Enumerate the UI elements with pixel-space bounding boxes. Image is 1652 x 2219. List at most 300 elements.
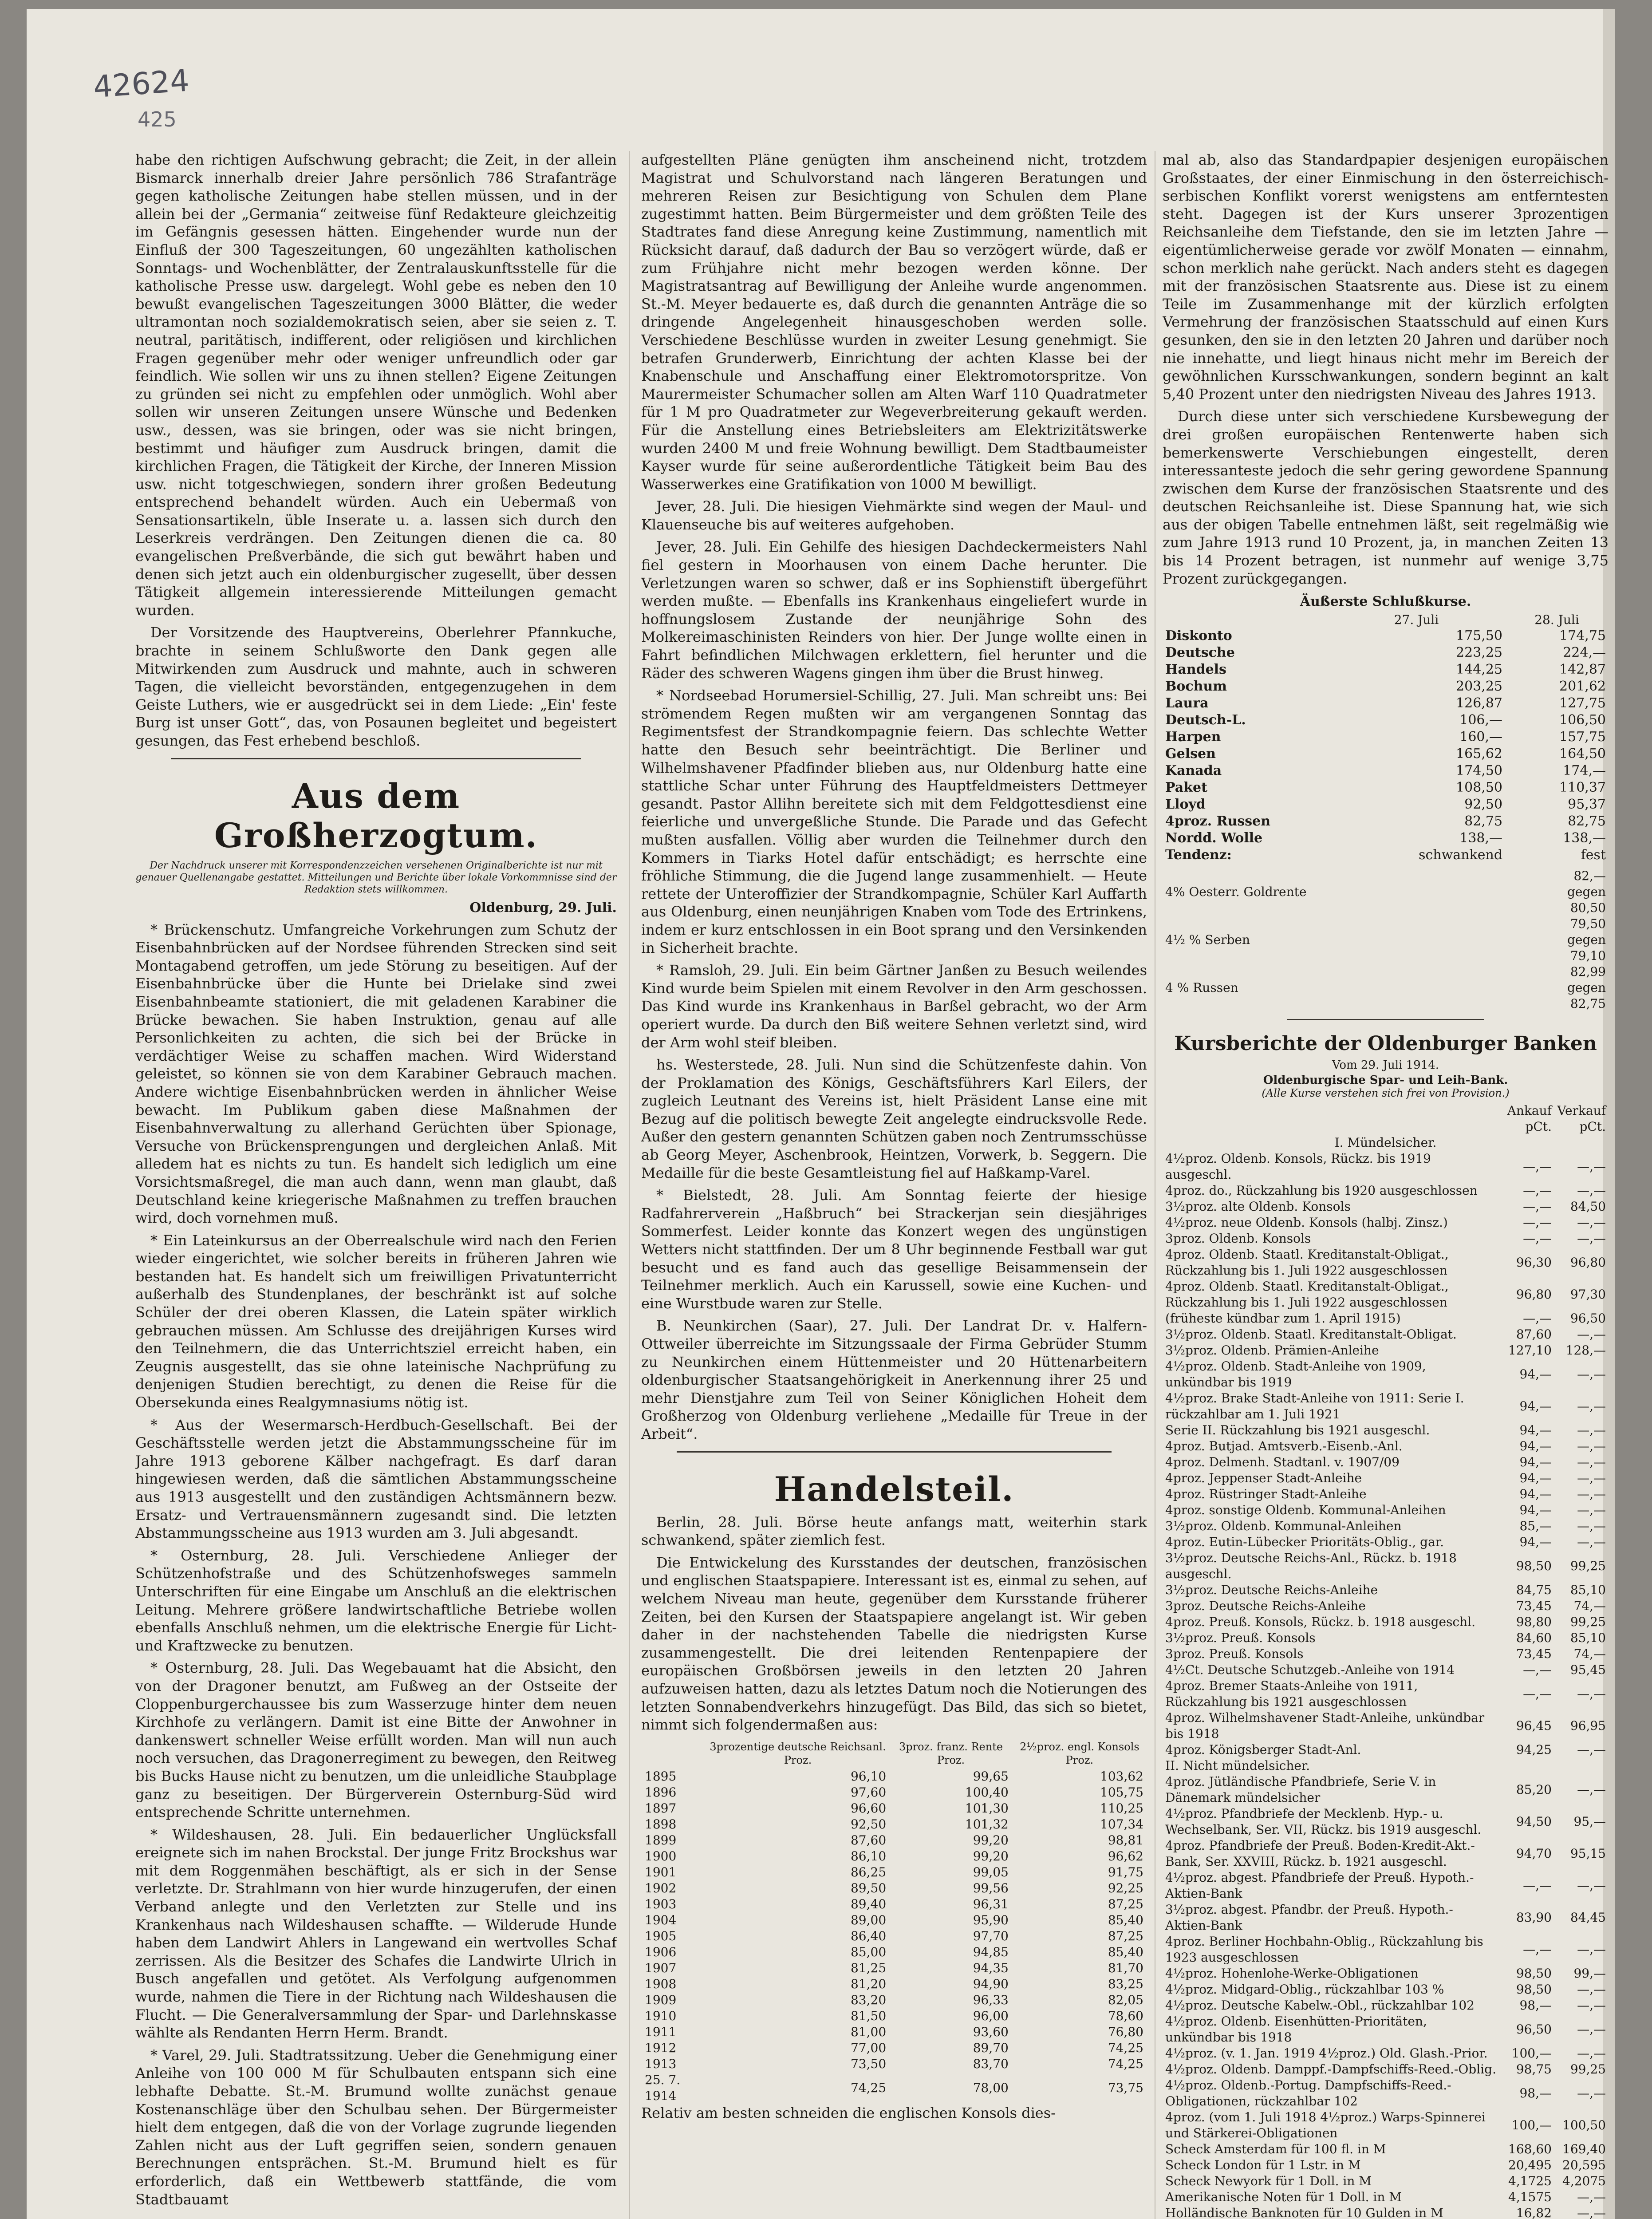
table-row bbox=[1163, 796, 1609, 813]
table-cell: 1910 bbox=[645, 2008, 677, 2023]
table-cell: 4proz. Delmenh. Stadtanl. v. 1907/09 bbox=[1165, 1455, 1400, 1470]
table-cell: 4proz. Butjad. Amtsverb.-Eisenb.-Anl. bbox=[1165, 1439, 1403, 1454]
table-cell: Tendenz: bbox=[1165, 847, 1232, 863]
table-cell: 74,— bbox=[1573, 1599, 1606, 1614]
table-cell: 96,00 bbox=[973, 2008, 1009, 2023]
table-cell: 85,10 bbox=[1570, 1583, 1606, 1598]
table-cell: Diskonto bbox=[1165, 628, 1232, 644]
table-cell: 3½proz. Oldenb. Kommunal-Anleihen bbox=[1165, 1519, 1402, 1534]
table-cell: 96,10 bbox=[850, 1769, 887, 1784]
table-cell: 1897 bbox=[645, 1800, 677, 1816]
table-row bbox=[1163, 1678, 1609, 1710]
table-cell: 85,00 bbox=[850, 1944, 887, 1959]
table-cell: 79,50 gegen 79,10 bbox=[1567, 916, 1606, 963]
table-cell: 97,30 bbox=[1570, 1287, 1606, 1302]
table-row bbox=[1163, 1518, 1609, 1534]
table-cell: 126,87 bbox=[1456, 695, 1503, 711]
table-row bbox=[1163, 628, 1609, 644]
table-row bbox=[1163, 2077, 1609, 2109]
table-cell: Handels bbox=[1165, 662, 1226, 678]
table-cell: 86,25 bbox=[850, 1864, 887, 1879]
table-cell: 86,10 bbox=[850, 1848, 887, 1864]
news-item: * Ramsloh, 29. Juli. Ein beim Gärtner Janßen zu Besuch weilendes Kind wurde beim Spielen mit einem Revolver in den Arm geschossen. Das Kind wurde ins Krankenhaus in Barßel gebracht, wo der Arm operiert wurde. Da durch den Biß weitere Sehnen verletzt sind, wird der Arm wohl steif bleiben. bbox=[641, 962, 1147, 1051]
table-cell: 4proz. Rüstringer Stadt-Anleihe bbox=[1165, 1487, 1367, 1502]
table-row bbox=[1163, 1966, 1609, 1982]
table-cell: schwankend bbox=[1419, 847, 1503, 863]
table-row bbox=[1163, 1742, 1609, 1758]
bank-rates-table bbox=[1163, 1103, 1609, 2219]
table-cell: 4½proz. Midgard-Oblig., rückzahlbar 103 % bbox=[1165, 1982, 1444, 1997]
table-cell: 74,— bbox=[1573, 1646, 1606, 1662]
table-cell: Holländische Banknoten für 10 Gulden in M bbox=[1165, 2206, 1443, 2219]
table-row bbox=[1163, 2014, 1609, 2045]
column-rule-1 bbox=[629, 151, 630, 2219]
table-cell: 1902 bbox=[645, 1880, 677, 1895]
table-row bbox=[1163, 1327, 1609, 1342]
table-cell: 4proz. Eutin-Lübecker Prioritäts-Oblig., gar. bbox=[1165, 1535, 1444, 1550]
table-cell: 1909 bbox=[645, 1992, 677, 2007]
table-cell: 94,— bbox=[1519, 1423, 1552, 1438]
table-row bbox=[1163, 1998, 1609, 2014]
table-row bbox=[641, 2040, 1147, 2056]
table-cell: 105,75 bbox=[1100, 1785, 1143, 1800]
table-cell: 96,80 bbox=[1570, 1255, 1606, 1270]
table-row bbox=[1163, 2045, 1609, 2061]
news-item: * Osternburg, 28. Juli. Verschiedene Anlieger der Schützenhofstraße und des Schützenhofsweges sammeln Unterschriften für eine Eingabe um Anschluß an die elektrischen Leitung. Mehrere größere landwirtschaftliche Betriebe wollen ebenfalls Anschluß nehmen, um die elektrische Energie für Licht- und Kraftzwecke zu benutzen. bbox=[135, 1547, 617, 1654]
table-cell: 81,70 bbox=[1108, 1960, 1143, 1975]
table-cell: 94,— bbox=[1519, 1535, 1552, 1550]
table-cell: —,— bbox=[1577, 2190, 1606, 2205]
table-cell: 4,1575 bbox=[1508, 2190, 1552, 2205]
historic-rates-body bbox=[641, 1769, 1147, 2104]
table-cell: Deutsch-L. bbox=[1165, 712, 1246, 728]
table-row bbox=[1163, 847, 1609, 864]
table-cell: 106,50 bbox=[1559, 712, 1606, 728]
bank-report-date: Vom 29. Juli 1914. bbox=[1332, 1058, 1439, 1072]
table-cell: 97,60 bbox=[850, 1785, 887, 1800]
table-row bbox=[1163, 1247, 1609, 1279]
table-cell: 110,25 bbox=[1100, 1800, 1143, 1816]
table-row bbox=[1163, 1630, 1609, 1646]
table-cell: 4proz. Jeppenser Stadt-Anleihe bbox=[1165, 1471, 1362, 1486]
table-cell: —,— bbox=[1577, 1159, 1606, 1174]
table-cell: 73,50 bbox=[850, 2056, 887, 2071]
table-cell: 82,75 bbox=[1464, 813, 1503, 829]
table-row bbox=[641, 1928, 1147, 1944]
table-row bbox=[1163, 1151, 1609, 1183]
table-cell: 138,— bbox=[1563, 830, 1606, 846]
table-cell: 1911 bbox=[645, 2024, 677, 2039]
table-cell: 4proz. Königsberger Stadt-Anl. bbox=[1165, 1742, 1361, 1757]
column-3 bbox=[1163, 151, 1609, 2219]
table-cell: 174,50 bbox=[1456, 763, 1503, 779]
table-row bbox=[1163, 868, 1609, 916]
table-cell: —,— bbox=[1577, 1782, 1606, 1797]
table-cell: (früheste kündbar zum 1. April 1915) bbox=[1165, 1311, 1401, 1326]
table-cell: 165,62 bbox=[1456, 746, 1503, 762]
table-cell: 4½proz. Oldenb. Eisenhütten-Prioritäten, unkündbar bis 1918 bbox=[1165, 2014, 1427, 2045]
table-header-row bbox=[641, 1738, 1147, 1769]
foreign-bonds-table bbox=[1163, 868, 1609, 1012]
table-cell: —,— bbox=[1577, 1519, 1606, 1534]
table-cell: —,— bbox=[1577, 2022, 1606, 2037]
table-row bbox=[641, 1864, 1147, 1880]
table-cell: 138,— bbox=[1459, 830, 1503, 846]
table-cell: 99,20 bbox=[973, 1832, 1009, 1848]
table-cell bbox=[1554, 1758, 1609, 1774]
table-cell: —,— bbox=[1577, 1535, 1606, 1550]
table-header bbox=[1163, 612, 1328, 628]
table-header: Ankauf pCt. bbox=[1507, 1103, 1552, 1134]
table-cell: 73,75 bbox=[1108, 2080, 1143, 2095]
table-cell: 94,— bbox=[1519, 1471, 1552, 1486]
table-row bbox=[1163, 712, 1609, 729]
table-row bbox=[641, 1944, 1147, 1960]
table-cell: 101,32 bbox=[965, 1816, 1009, 1832]
table-cell: 201,62 bbox=[1559, 679, 1606, 695]
table-cell: 82,99 gegen 82,75 bbox=[1567, 964, 1606, 1011]
table-cell: 97,70 bbox=[973, 1928, 1009, 1943]
table-cell: 100,40 bbox=[965, 1785, 1009, 1800]
table-cell: 164,50 bbox=[1559, 746, 1606, 762]
table-cell: 4proz. Oldenb. Staatl. Kreditanstalt-Obligat., Rückzahlung bis 1. Juli 1922 ausgeschlossen bbox=[1165, 1247, 1449, 1278]
table-cell: 95,15 bbox=[1570, 1846, 1606, 1861]
table-row bbox=[1163, 1614, 1609, 1630]
table-cell: 89,70 bbox=[973, 2040, 1009, 2055]
table-row bbox=[1163, 695, 1609, 712]
news-item: * Aus der Wesermarsch-Herdbuch-Gesellschaft. Bei der Geschäftsstelle werden jetzt die Abstammungsscheine für im Jahre 1913 geborene Kälber nachgefragt. Es darf daran hingewiesen werden, daß die sämtlichen Abstammungsscheine aus 1913 ausgestellt und den zuständigen Achtsmännern bezw. Ersatz- und Vertrauensmännern zugesandt sind. Die letzten Abstammungsscheine aus 1913 wurden am 3. Juli abgesandt. bbox=[135, 1416, 617, 1542]
table-row bbox=[1163, 830, 1609, 847]
table-cell: Kanada bbox=[1165, 763, 1222, 779]
table-cell: 100,— bbox=[1511, 2046, 1552, 2061]
table-cell: 169,40 bbox=[1562, 2142, 1606, 2157]
table-cell: 3½proz. Deutsche Reichs-Anleihe bbox=[1165, 1583, 1378, 1598]
table-cell: 174,75 bbox=[1559, 628, 1606, 644]
bank-note: (Alle Kurse verstehen sich frei von Provision.) bbox=[1262, 1087, 1510, 1100]
table-cell bbox=[1500, 1758, 1554, 1774]
table-cell: 1900 bbox=[645, 1848, 677, 1864]
table-cell: —,— bbox=[1577, 2086, 1606, 2101]
table-cell: 4½proz. Pfandbriefe der Mecklenb. Hyp.- u. Wechselbank, Ser. VII, Rückz. bis 1919 ausgeschl. bbox=[1165, 1806, 1482, 1837]
news-item: * Ein Lateinkursus an der Oberrealschule wird nach den Ferien wieder eingerichtet, wie solcher bereits in früheren Jahren wie bestanden hat. Es handelt sich um freiwilligen Privatunterricht außerhalb des Stundenplanes, der beschränkt ist auf solche Schüler der drei oberen Klassen, die Latein später wirklich gebrauchen müssen. Am Schlusse des dreijährigen Kurses wird den Teilnehmern, die das Unterrichtsziel erreicht haben, ein Zeugnis ausgestellt, das sie ohne lateinische Nachprüfung zu denjenigen Studien berechtigt, zu denen die Reise für die Obersekunda eines Realgymnasiums nötig ist. bbox=[135, 1232, 617, 1411]
table-cell: —,— bbox=[1523, 1942, 1552, 1957]
table-cell: 94,90 bbox=[973, 1976, 1009, 1991]
news-item: * Bielstedt, 28. Juli. Am Sonntag feierte der hiesige Radfahrerverein „Haßbruch“ bei Strackerjan sein diesjähriges Sommerfest. Leider konnte das Konzert wegen des ungünstigen Wetters nicht stattfinden. Der um 8 Uhr beginnende Festball war gut besucht und es fand auch das gesellige Beisammensein der Teilnehmer merklich. Auch ein Karussell, sowie eine Kuchen- und eine Wurstbude waren zur Stelle. bbox=[641, 1187, 1147, 1312]
table-cell: —,— bbox=[1523, 1159, 1552, 1174]
table-cell: 92,50 bbox=[1464, 797, 1503, 813]
table-cell: 20,595 bbox=[1562, 2158, 1606, 2173]
table-cell: 96,80 bbox=[1516, 1287, 1552, 1302]
table-row bbox=[1163, 1358, 1609, 1390]
table-cell: 1898 bbox=[645, 1816, 677, 1832]
table-cell: 94,50 bbox=[1516, 1814, 1552, 1829]
table-cell: 99,25 bbox=[1570, 2062, 1606, 2077]
foreign-bonds-body bbox=[1163, 868, 1609, 1012]
table-cell: 87,60 bbox=[1516, 1327, 1552, 1342]
table-cell: 99,25 bbox=[1570, 1615, 1606, 1630]
news-item: * Wildeshausen, 28. Juli. Ein bedauerlicher Unglücksfall ereignete sich im nahen Brockstal. Der junge Fritz Brockshus war mit dem Roggenmähen beschäftigt, als er sich in der Sense verletzte. Dr. Strahlmann von hier wurde hinzugerufen, der einen Verband anlegte und den Verletzten zur Stelle und ins Krankenhaus nach Wildeshausen schaffte. — Wilderude Hunde haben dem Landwirt Ahlers in Langewand ein wertvolles Schaf zerrissen. Als die Besitzer des Schafes die Landwirte Ulrich in Busch angefallen und getötet. Als Verfolgung aufgenommen wurde, nahmen die Tiere in der Richtung nach Wildeshausen die Flucht. — Die Generalversammlung der Spar- und Darlehnskasse wählte als Rendanten Herrn Herm. Brandt. bbox=[135, 1826, 617, 2041]
table-cell: 25. 7. 1914 bbox=[645, 2072, 681, 2103]
table-cell: —,— bbox=[1577, 1998, 1606, 2013]
table-cell: 4proz. do., Rückzahlung bis 1920 ausgeschlossen bbox=[1165, 1183, 1478, 1198]
table-cell: 101,30 bbox=[965, 1800, 1009, 1816]
table-cell: 99,56 bbox=[973, 1880, 1009, 1895]
table-cell: 96,62 bbox=[1108, 1848, 1143, 1864]
table-row bbox=[1163, 2141, 1609, 2157]
table-row bbox=[1163, 1438, 1609, 1454]
table-cell: 94,— bbox=[1519, 1455, 1552, 1470]
table-row bbox=[1163, 1422, 1609, 1438]
table-cell: 160,— bbox=[1459, 729, 1503, 745]
table-row bbox=[1163, 2109, 1609, 2141]
table-cell: 1906 bbox=[645, 1944, 677, 1959]
table-cell: 4½proz. (v. 1. Jan. 1919 4½proz.) Old. Glash.-Prior. bbox=[1165, 2046, 1488, 2061]
table-cell: 4½proz. Deutsche Kabelw.-Obl., rückzahlbar 102 bbox=[1165, 1998, 1475, 2013]
table-cell: 3½proz. alte Oldenb. Konsols bbox=[1165, 1199, 1351, 1214]
table-cell: 1913 bbox=[645, 2056, 677, 2071]
table-row bbox=[1163, 1215, 1609, 1231]
historic-rates-table bbox=[641, 1738, 1147, 2104]
table-cell: 87,25 bbox=[1108, 1928, 1143, 1943]
table-row bbox=[1163, 729, 1609, 746]
table-cell: 142,87 bbox=[1559, 662, 1606, 678]
section-divider bbox=[677, 1451, 1112, 1453]
table-cell: 223,25 bbox=[1456, 645, 1503, 661]
table-cell: 1905 bbox=[645, 1928, 677, 1943]
table-cell: 4½Ct. Deutsche Schutzgeb.-Anleihe von 1914 bbox=[1165, 1662, 1455, 1678]
table-row bbox=[641, 1960, 1147, 1976]
exchange-table-title: Äußerste Schlußkurse. bbox=[1300, 594, 1471, 610]
table-cell: 1899 bbox=[645, 1832, 677, 1848]
table-cell: 92,50 bbox=[850, 1816, 887, 1832]
table-cell: 4,1725 bbox=[1508, 2174, 1552, 2189]
table-cell: 78,00 bbox=[973, 2080, 1009, 2095]
section-divider bbox=[171, 758, 581, 759]
table-cell: 1896 bbox=[645, 1785, 677, 1800]
table-cell: 98,— bbox=[1519, 2086, 1552, 2101]
table-row bbox=[1163, 746, 1609, 762]
table-row bbox=[1163, 1199, 1609, 1215]
table-cell: Paket bbox=[1165, 780, 1207, 796]
table-cell: Harpen bbox=[1165, 729, 1221, 745]
table-row bbox=[1163, 1774, 1609, 1806]
table-cell: —,— bbox=[1577, 1982, 1606, 1997]
table-cell: 98,50 bbox=[1516, 1966, 1552, 1981]
table-cell: 96,45 bbox=[1516, 1718, 1552, 1733]
table-row bbox=[641, 1992, 1147, 2008]
table-header: 28. Juli bbox=[1534, 612, 1579, 628]
table-row bbox=[1163, 1806, 1609, 1838]
table-cell: 107,34 bbox=[1100, 1816, 1143, 1832]
table-row bbox=[1163, 1838, 1609, 1870]
table-row bbox=[641, 1800, 1147, 1816]
table-cell: 81,00 bbox=[850, 2024, 887, 2039]
table-header: 3proz. franz. Rente Proz. bbox=[899, 1740, 1003, 1766]
table-cell: 89,50 bbox=[850, 1880, 887, 1895]
table-row bbox=[1163, 2061, 1609, 2077]
table-cell: Deutsche bbox=[1165, 645, 1235, 661]
table-cell: —,— bbox=[1577, 1742, 1606, 1757]
table-cell: 3½proz. Oldenb. Staatl. Kreditanstalt-Obligat. bbox=[1165, 1327, 1457, 1342]
table-cell: 89,40 bbox=[850, 1896, 887, 1911]
table-cell: 94,25 bbox=[1516, 1742, 1552, 1757]
table-cell: 127,75 bbox=[1559, 695, 1606, 711]
table-cell: 98,80 bbox=[1516, 1615, 1552, 1630]
table-header: 27. Juli bbox=[1394, 612, 1439, 628]
page-number-primary: 42624 bbox=[92, 63, 190, 105]
table-cell: —,— bbox=[1523, 1878, 1552, 1893]
table-cell: 83,20 bbox=[850, 1992, 887, 2007]
section-divider bbox=[1287, 1019, 1484, 1020]
bank-name: Oldenburgische Spar- und Leih-Bank. bbox=[1263, 1074, 1508, 1087]
table-cell: —,— bbox=[1523, 1183, 1552, 1198]
table-cell: 81,20 bbox=[850, 1976, 887, 1991]
table-cell: 98,81 bbox=[1108, 1832, 1143, 1848]
table-cell: 94,— bbox=[1519, 1367, 1552, 1382]
table-cell: 74,25 bbox=[1108, 2056, 1143, 2071]
table-cell: Scheck London für 1 Lstr. in M bbox=[1165, 2158, 1361, 2173]
table-row bbox=[1163, 1934, 1609, 1966]
table-cell: 96,50 bbox=[1516, 2022, 1552, 2037]
table-cell: 4½proz. Oldenb. Damppf.-Dampfschiffs-Reed.-Oblig. bbox=[1165, 2062, 1496, 2077]
table-row bbox=[1163, 2157, 1609, 2173]
table-cell: 4 % Russen bbox=[1165, 980, 1238, 995]
table-cell: 87,25 bbox=[1108, 1896, 1143, 1911]
table-row bbox=[1163, 779, 1609, 796]
news-item: * Osternburg, 28. Juli. Das Wegebauamt hat die Absicht, den von der Dragoner benutzt, am Fußweg an der Ostseite der Cloppenburgerchaussee bis zum Wasserzuge hinter dem neuen Kirchhofe zu verlängern. Damit ist eine Bitte der Anwohner in dankenswert schneller Weise erfüllt worden. Man will nun auch noch versuchen, das Dragonerregiment zu bewegen, den Reitweg bis Bucks Hause nicht zu benutzen, um die unleidliche Staubplage ganz zu beseitigen. Der Bürgerverein Osternburg-Süd wird entsprechende Schritte unternehmen. bbox=[135, 1659, 617, 1821]
table-row bbox=[1163, 1982, 1609, 1998]
table-cell: 16,82 bbox=[1516, 2206, 1552, 2219]
table-cell: 4proz. (vom 1. Juli 1918 4½proz.) Warps-Spinnerei und Stärkerei-Obligationen bbox=[1165, 2110, 1486, 2141]
table-cell: 96,50 bbox=[1570, 1311, 1606, 1326]
table-cell: 89,00 bbox=[850, 1912, 887, 1927]
table-row bbox=[641, 1848, 1147, 1864]
bank-report-title: Kursberichte der Oldenburger Banken bbox=[1174, 1032, 1597, 1055]
table-row bbox=[1163, 661, 1609, 678]
table-cell: 92,25 bbox=[1108, 1880, 1143, 1895]
table-cell: 4½proz. Hohenlohe-Werke-Obligationen bbox=[1165, 1966, 1419, 1981]
table-row bbox=[641, 1896, 1147, 1912]
table-cell: 74,25 bbox=[1108, 2040, 1143, 2055]
table-cell: 82,— gegen 80,50 bbox=[1567, 869, 1606, 916]
table-cell: —,— bbox=[1577, 1503, 1606, 1518]
table-header bbox=[641, 1738, 706, 1769]
table-cell: 4proz. Russen bbox=[1165, 813, 1271, 829]
section-note: Der Nachdruck unserer mit Korrespondenzzeichen versehenen Originalberichte ist nur mit genauer Quellenangabe gestattet. Mitteilungen und Berichte über lokale Vorkommnisse sind der Redaktion stets willkommen. bbox=[135, 860, 617, 895]
table-cell: 94,— bbox=[1519, 1503, 1552, 1518]
market-report: Die Entwickelung des Kursstandes der deutschen, französischen und englischen Staatspapiere. Interessant ist es, einmal zu sehen, auf welchem Niveau man heute, gegenüber dem Kursstande früherer Zeiten, bei den Kursen der Staatspapiere angelangt ist. Wir geben daher in der nachstehenden Tabelle die niedrigsten Kurse zusammengestellt. Die drei leitenden Rentenpapiere der europäischen Großbörsen jeweils in den letzten 20 Jahren aufzuweisen hatten, dazu als letztes Datum noch die Notierungen des letzten Sonnabendverkehrs hinzugefügt. Das Bild, das sich so bietet, nimmt sich folgendermaßen aus: bbox=[641, 1554, 1147, 1733]
table-cell: Bochum bbox=[1165, 679, 1227, 695]
table-row bbox=[1163, 678, 1609, 695]
table-cell: 98,75 bbox=[1516, 2062, 1552, 2077]
table-cell: —,— bbox=[1577, 2046, 1606, 2061]
table-row bbox=[1163, 1582, 1609, 1598]
table-cell: 4proz. Oldenb. Staatl. Kreditanstalt-Obligat., Rückzahlung bis 1. Juli 1922 ausgeschlossen bbox=[1165, 1279, 1449, 1310]
table-cell: —,— bbox=[1577, 2206, 1606, 2219]
table-cell: 85,40 bbox=[1108, 1944, 1143, 1959]
table-cell: —,— bbox=[1577, 1439, 1606, 1454]
table-cell: 84,50 bbox=[1570, 1199, 1606, 1214]
table-cell: 4½proz. Oldenb. Stadt-Anleihe von 1909, unkündbar bis 1919 bbox=[1165, 1359, 1426, 1390]
news-item: * Brückenschutz. Umfangreiche Vorkehrungen zum Schutz der Eisenbahnbrücken auf der Nordsee führenden Strecken sind seit Montagabend getroffen, um jede Störung zu beseitigen. Auf der Eisenbahnbrücke über die Hunte bei Drielake sind zwei Eisenbahnbeamte stationiert, die mit geladenen Karabiner die Brücke bewachen. Sie haben Instruktion, genau auf alle Personlichkeiten zu achten, die sich bei der Brücke in verdächtiger Weise zu schaffen machen. Wird Widerstand geleistet, so können sie von dem Karabiner Gebrauch machen. Andere wichtige Eisenbahnbrücken werden in ähnlicher Weise bewacht. Im Publikum gaben diese Maßnahmen der Eisenbahnverwaltung zu allerhand Gerüchten über Spionage, Versuche von Brückensprengungen und dergleichen Anlaß. Mit alledem hat es nichts zu tun. Es handelt sich lediglich um eine Vorsichtsmaßregel, die man auch dann, wenn man glaubt, daß Deutschland keine kriegerische Maßnahmen zu treffen brauchen wird, doch vornehmen muß. bbox=[135, 921, 617, 1227]
table-cell: —,— bbox=[1577, 1686, 1606, 1702]
table-cell: 96,95 bbox=[1570, 1718, 1606, 1733]
table-cell: —,— bbox=[1577, 1878, 1606, 1893]
table-cell: 3proz. Oldenb. Konsols bbox=[1165, 1231, 1311, 1246]
table-cell: —,— bbox=[1577, 1942, 1606, 1957]
table-cell: 91,75 bbox=[1108, 1864, 1143, 1879]
table-cell: 108,50 bbox=[1456, 780, 1503, 796]
table-row bbox=[641, 1880, 1147, 1896]
table-cell: 1912 bbox=[645, 2040, 677, 2055]
table-cell: 85,40 bbox=[1108, 1912, 1143, 1927]
table-cell: 73,45 bbox=[1516, 1646, 1552, 1662]
table-row bbox=[641, 1785, 1147, 1800]
table-cell: 4proz. sonstige Oldenb. Kommunal-Anleihen bbox=[1165, 1503, 1446, 1518]
table-cell: 1904 bbox=[645, 1912, 677, 1927]
table-cell: 4proz. Pfandbriefe der Preuß. Boden-Kredit-Akt.-Bank, Ser. XXVIII, Rückz. b. 1921 ausgeschl. bbox=[1165, 1838, 1475, 1869]
table-cell: 128,— bbox=[1565, 1343, 1606, 1358]
table-cell: 96,31 bbox=[973, 1896, 1009, 1911]
trade-section-title: Handelsteil. bbox=[774, 1469, 1014, 1509]
table-cell: —,— bbox=[1523, 1662, 1552, 1678]
table-row bbox=[1163, 1550, 1609, 1582]
table-header-row bbox=[1163, 612, 1609, 628]
table-cell: 93,60 bbox=[973, 2024, 1009, 2039]
table-cell: 1901 bbox=[645, 1864, 677, 1879]
table-cell: —,— bbox=[1523, 1215, 1552, 1230]
table-cell: 99,20 bbox=[973, 1848, 1009, 1864]
table-cell: II. Nicht mündelsicher. bbox=[1165, 1758, 1310, 1773]
table-row bbox=[641, 1976, 1147, 1992]
table-row bbox=[641, 2056, 1147, 2072]
table-cell: 1895 bbox=[645, 1769, 677, 1784]
table-row bbox=[1163, 2189, 1609, 2205]
news-item: B. Neunkirchen (Saar), 27. Juli. Der Landrat Dr. v. Halfern-Ottweiler überreichte im Sitzungssaale der Firma Gebrüder Stumm zu Neunkirchen einem Hüttenmeister und 20 Hüttenarbeitern oldenburgischer Staatsangehörigkeit in Anerkennung ihrer 25 und mehr Dienstjahre zum Teil von Seiner Königlichen Hoheit dem Großherzog von Oldenburg verliehene „Medaille für Treue in der Arbeit“. bbox=[641, 1317, 1147, 1442]
table-cell: 4proz. Berliner Hochbahn-Oblig., Rückzahlung bis 1923 ausgeschlossen bbox=[1165, 1934, 1483, 1965]
table-cell: 98,— bbox=[1519, 1998, 1552, 2013]
table-cell: Nordd. Wolle bbox=[1165, 830, 1263, 846]
table-cell: —,— bbox=[1523, 1231, 1552, 1246]
table-cell: 99,— bbox=[1573, 1966, 1606, 1981]
table-cell: 94,— bbox=[1519, 1439, 1552, 1454]
table-cell: 4½proz. Brake Stadt-Anleihe von 1911: Serie I. rückzahlbar am 1. Juli 1921 bbox=[1165, 1391, 1464, 1422]
table-cell: 95,45 bbox=[1570, 1662, 1606, 1678]
news-item: Jever, 28. Juli. Die hiesigen Viehmärkte sind wegen der Maul- und Klauenseuche bis auf weiteres aufgehoben. bbox=[641, 498, 1147, 533]
table-cell: 224,— bbox=[1563, 645, 1606, 661]
table-cell: 86,40 bbox=[850, 1928, 887, 1943]
table-cell: 4proz. Jütländische Pfandbriefe, Serie V. in Dänemark mündelsicher bbox=[1165, 1774, 1436, 1805]
table-cell: 85,20 bbox=[1516, 1782, 1552, 1797]
table-subheader: I. Mündelsicher. bbox=[1334, 1135, 1437, 1150]
market-report: Durch diese unter sich verschiedene Kursbewegung der drei großen europäischen Rentenwerte haben sich bemerkenswerte Verschiebungen eingestellt, deren interessanteste jedoch die sehr gering gewordene Spannung zwischen dem Kurse der französischen Staatsrente und des deutschen Reichsanleihe ist. Diese Spannung hat, wie sich aus der obigen Tabelle entnehmen läßt, seit regelmäßig wie zum Jahre 1913 rund 10 Prozent, ja, in manchen Zeiten 13 bis 14 Prozent betragen, ist nunmehr auf wenige 3,75 Prozent zurückgegangen. bbox=[1163, 408, 1609, 587]
table-row bbox=[1163, 916, 1609, 964]
table-cell: 4½ % Serben bbox=[1165, 932, 1250, 948]
table-header: Verkauf pCt. bbox=[1557, 1103, 1606, 1134]
table-cell: 103,62 bbox=[1100, 1769, 1143, 1784]
table-cell: —,— bbox=[1523, 1311, 1552, 1326]
table-row bbox=[1163, 1534, 1609, 1550]
table-row bbox=[1163, 1454, 1609, 1470]
table-row bbox=[641, 1912, 1147, 1928]
table-cell: 99,25 bbox=[1570, 1559, 1606, 1574]
table-cell: 4% Oesterr. Goldrente bbox=[1165, 884, 1307, 900]
table-row bbox=[1163, 1311, 1609, 1327]
table-row bbox=[1163, 2205, 1609, 2219]
table-cell: 81,25 bbox=[850, 1960, 887, 1975]
page-number-secondary: 425 bbox=[138, 107, 177, 131]
table-cell: —,— bbox=[1577, 1367, 1606, 1382]
